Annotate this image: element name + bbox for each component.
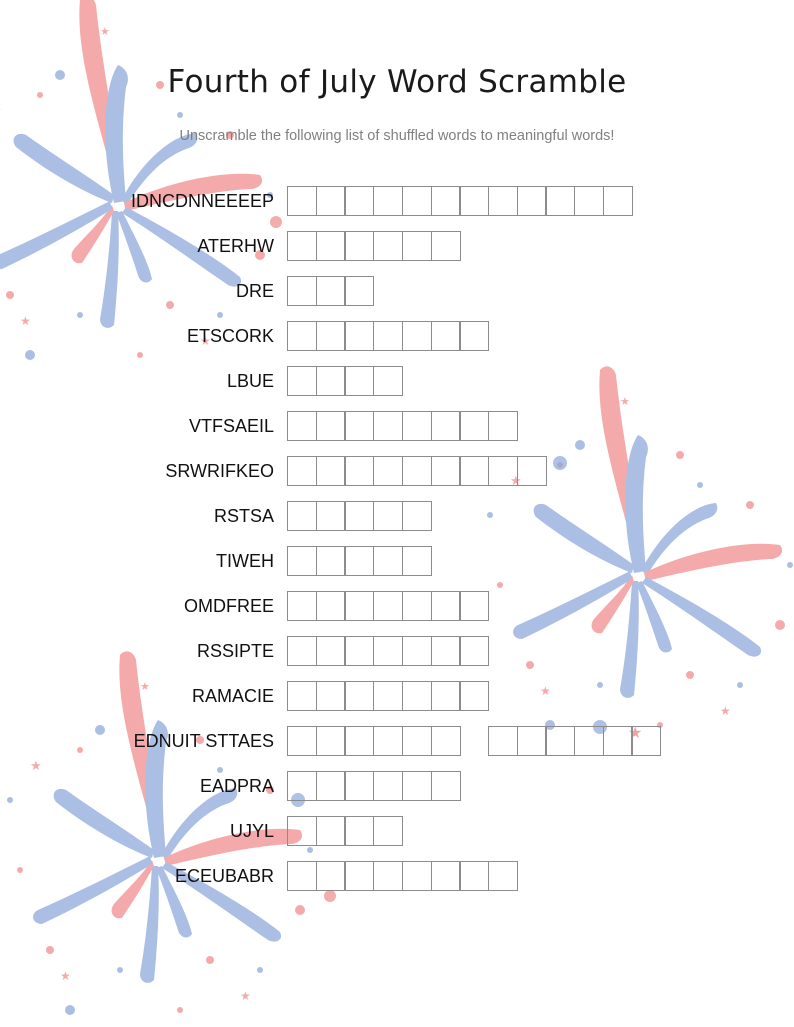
word-row [0, 321, 794, 351]
answer-boxes [287, 456, 545, 486]
letter-box[interactable] [344, 681, 374, 711]
scrambled-word: TIWEH [216, 551, 274, 571]
letter-box[interactable] [287, 411, 317, 441]
scrambled-word: RSSIPTE [196, 641, 274, 661]
word-row [0, 771, 794, 801]
letter-box[interactable] [373, 186, 403, 216]
letter-box[interactable] [488, 186, 518, 216]
letter-box[interactable] [603, 726, 633, 756]
letter-box[interactable] [316, 231, 346, 261]
letter-box[interactable] [373, 861, 403, 891]
scrambled-word: LBUE [226, 371, 274, 391]
word-row [0, 591, 794, 621]
letter-box[interactable] [316, 816, 346, 846]
letter-box[interactable] [545, 186, 575, 216]
letter-box[interactable] [431, 861, 461, 891]
answer-boxes [287, 771, 459, 801]
letter-box[interactable] [402, 411, 432, 441]
scrambled-word: ECEUBABR [174, 866, 274, 886]
answer-boxes [287, 816, 402, 846]
answer-boxes [287, 591, 488, 621]
answer-boxes [287, 681, 488, 711]
letter-box[interactable] [431, 726, 461, 756]
letter-box[interactable] [316, 861, 346, 891]
letter-box[interactable] [373, 321, 403, 351]
letter-box[interactable] [488, 726, 518, 756]
letter-box[interactable] [459, 861, 489, 891]
letter-box[interactable] [373, 816, 403, 846]
letter-box[interactable] [517, 186, 547, 216]
letter-box[interactable] [287, 861, 317, 891]
letter-box[interactable] [344, 771, 374, 801]
answer-boxes [287, 861, 517, 891]
letter-box[interactable] [344, 456, 374, 486]
word-row [0, 411, 794, 441]
scrambled-word: RSTSA [213, 506, 274, 526]
svg-text:★: ★ [628, 725, 643, 742]
answer-boxes [287, 501, 431, 531]
letter-box[interactable] [373, 726, 403, 756]
letter-box[interactable] [287, 501, 317, 531]
word-row [0, 681, 794, 711]
letter-box[interactable] [603, 186, 633, 216]
scrambled-word: OMDFREE [184, 596, 274, 616]
letter-box[interactable] [373, 636, 403, 666]
letter-box[interactable] [574, 186, 604, 216]
letter-box[interactable] [431, 321, 461, 351]
letter-box[interactable] [316, 276, 346, 306]
letter-box[interactable] [373, 546, 403, 576]
letter-box[interactable] [574, 726, 604, 756]
word-row [0, 636, 794, 666]
letter-box[interactable] [402, 501, 432, 531]
letter-box[interactable] [344, 321, 374, 351]
letter-box[interactable] [287, 546, 317, 576]
letter-box[interactable] [344, 501, 374, 531]
letter-box[interactable] [344, 231, 374, 261]
scrambled-word: EDNUIT STTAES [133, 731, 274, 751]
letter-box[interactable] [287, 591, 317, 621]
word-row [0, 456, 794, 486]
letter-box[interactable] [373, 681, 403, 711]
scrambled-word: IDNCDNNEEEEP [130, 191, 274, 211]
letter-box[interactable] [316, 366, 346, 396]
letter-box[interactable] [431, 231, 461, 261]
letter-box[interactable] [316, 186, 346, 216]
word-row [0, 231, 794, 261]
scrambled-word: RAMACIE [191, 686, 274, 706]
letter-box[interactable] [287, 276, 317, 306]
letter-box[interactable] [344, 186, 374, 216]
letter-box[interactable] [402, 546, 432, 576]
letter-box[interactable] [373, 366, 403, 396]
letter-box[interactable] [488, 456, 518, 486]
letter-box[interactable] [344, 636, 374, 666]
word-row [0, 186, 794, 216]
letter-box[interactable] [316, 726, 346, 756]
letter-box[interactable] [373, 456, 403, 486]
letter-box[interactable] [402, 636, 432, 666]
letter-box[interactable] [431, 186, 461, 216]
word-row [0, 546, 794, 576]
letter-box[interactable] [459, 681, 489, 711]
page-subtitle: Unscramble the following list of shuffled words to meaningful words! [179, 128, 615, 144]
scrambled-word: EADPRA [199, 776, 274, 796]
letter-box[interactable] [316, 591, 346, 621]
letter-box[interactable] [287, 231, 317, 261]
letter-box[interactable] [431, 771, 461, 801]
answer-boxes [287, 276, 373, 306]
letter-box[interactable] [287, 321, 317, 351]
scrambled-word: ATERHW [197, 236, 274, 256]
letter-box[interactable] [287, 771, 317, 801]
letter-box[interactable] [344, 366, 374, 396]
answer-boxes [287, 636, 488, 666]
letter-box[interactable] [459, 591, 489, 621]
letter-box[interactable] [344, 591, 374, 621]
letter-box[interactable] [344, 411, 374, 441]
scrambled-word: SRWRIFKEO [165, 461, 274, 481]
letter-box[interactable] [431, 681, 461, 711]
letter-box[interactable] [316, 546, 346, 576]
letter-box[interactable] [316, 456, 346, 486]
letter-box[interactable] [402, 861, 432, 891]
word-gap [459, 726, 489, 756]
word-row [0, 726, 794, 756]
letter-box[interactable] [316, 636, 346, 666]
letter-box[interactable] [373, 591, 403, 621]
letter-box[interactable] [488, 861, 518, 891]
scrambled-word: UJYL [229, 821, 274, 841]
answer-boxes [287, 186, 631, 216]
letter-box[interactable] [402, 591, 432, 621]
letter-box[interactable] [459, 456, 489, 486]
scrambled-word: ETSCORK [186, 326, 274, 346]
fireworks-decoration: ★ ★ [0, 0, 794, 1027]
letter-box[interactable] [402, 231, 432, 261]
letter-box[interactable] [402, 456, 432, 486]
letter-box[interactable] [459, 636, 489, 666]
letter-box[interactable] [287, 726, 317, 756]
letter-box[interactable] [402, 321, 432, 351]
letter-box[interactable] [344, 546, 374, 576]
answer-boxes [287, 411, 517, 441]
letter-box[interactable] [316, 771, 346, 801]
letter-box[interactable] [431, 456, 461, 486]
scrambled-word: VTFSAEIL [188, 416, 274, 436]
letter-box[interactable] [402, 726, 432, 756]
letter-box[interactable] [287, 681, 317, 711]
letter-box[interactable] [545, 726, 575, 756]
letter-box[interactable] [431, 591, 461, 621]
word-row [0, 816, 794, 846]
letter-box[interactable] [517, 726, 547, 756]
letter-box[interactable] [459, 186, 489, 216]
answer-boxes [287, 231, 459, 261]
letter-box[interactable] [402, 186, 432, 216]
letter-box[interactable] [488, 411, 518, 441]
letter-box[interactable] [373, 231, 403, 261]
answer-boxes [287, 366, 402, 396]
letter-box[interactable] [517, 456, 547, 486]
letter-box[interactable] [373, 771, 403, 801]
word-row [0, 276, 794, 306]
letter-box[interactable] [287, 456, 317, 486]
answer-boxes [287, 726, 660, 756]
letter-box[interactable] [373, 501, 403, 531]
letter-box[interactable] [431, 636, 461, 666]
letter-box[interactable] [316, 321, 346, 351]
letter-box[interactable] [316, 501, 346, 531]
letter-box[interactable] [431, 411, 461, 441]
letter-box[interactable] [402, 771, 432, 801]
word-row [0, 501, 794, 531]
letter-box[interactable] [287, 816, 317, 846]
page-title: Fourth of July Word Scramble [167, 64, 627, 100]
letter-box[interactable] [459, 411, 489, 441]
letter-box[interactable] [344, 276, 374, 306]
letter-box[interactable] [344, 726, 374, 756]
letter-box[interactable] [459, 321, 489, 351]
letter-box[interactable] [316, 681, 346, 711]
letter-box[interactable] [631, 726, 661, 756]
word-row [0, 861, 794, 891]
letter-box[interactable] [344, 816, 374, 846]
letter-box[interactable] [287, 186, 317, 216]
letter-box[interactable] [316, 411, 346, 441]
letter-box[interactable] [344, 861, 374, 891]
scrambled-word: DRE [235, 281, 274, 301]
word-row [0, 366, 794, 396]
letter-box[interactable] [287, 636, 317, 666]
answer-boxes [287, 321, 488, 351]
letter-box[interactable] [373, 411, 403, 441]
answer-boxes [287, 546, 431, 576]
letter-box[interactable] [402, 681, 432, 711]
letter-box[interactable] [287, 366, 317, 396]
